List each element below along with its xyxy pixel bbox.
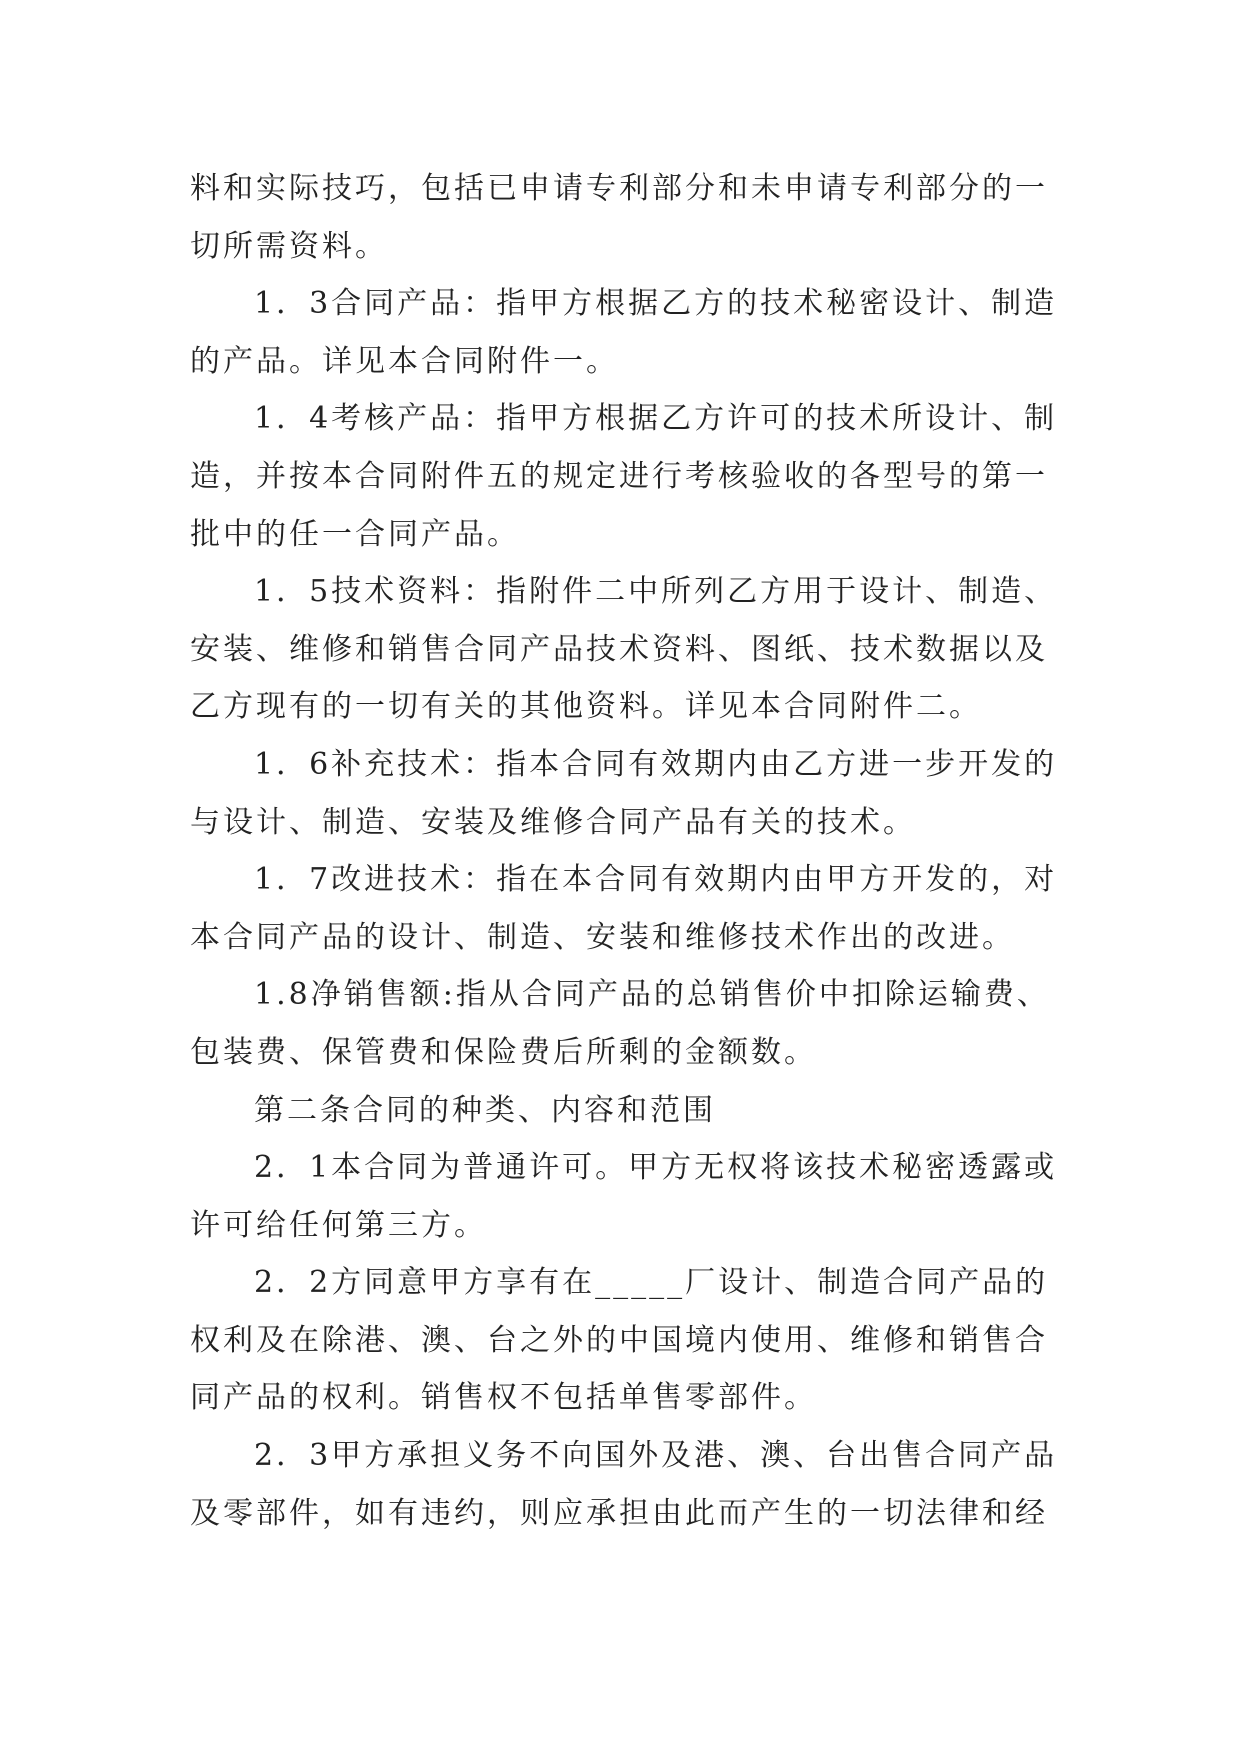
clause-2-1: 2．1本合同为普通许可。甲方无权将该技术秘密透露或许可给任何第三方。 <box>190 1150 1058 1243</box>
document-body <box>190 160 1070 1542</box>
clause-1-3: 1．3合同产品：指甲方根据乙方的技术秘密设计、制造的产品。详见本合同附件一。 <box>190 286 1058 379</box>
clause-2-2: 2．2方同意甲方享有在_____厂设计、制造合同产品的权利及在除港、澳、台之外的中国境内使用、维修和销售合同产品的权利。销售权不包括单售零部件。 <box>190 1265 1049 1416</box>
clause-1-8: 1.8净销售额:指从合同产品的总销售价中扣除运输费、包装费、保管费和保险费后所剩的金额数。 <box>190 977 1050 1070</box>
section-heading-article-2: 第二条合同的种类、内容和范围 <box>254 1092 716 1128</box>
paragraph-continuation: 料和实际技巧，包括已申请专利部分和未申请专利部分的一切所需资料。 <box>190 171 1048 264</box>
clause-1-4: 1．4考核产品：指甲方根据乙方许可的技术所设计、制造，并按本合同附件五的规定进行考核验收的各型号的第一批中的任一合同产品。 <box>190 401 1058 552</box>
clause-1-7: 1．7改进技术：指在本合同有效期内由甲方开发的，对本合同产品的设计、制造、安装和维修技术作出的改进。 <box>190 862 1058 955</box>
clause-1-6: 1．6补充技术：指本合同有效期内由乙方进一步开发的与设计、制造、安装及维修合同产品有关的技术。 <box>190 746 1058 840</box>
clause-1-5: 1．5技术资料：指附件二中所列乙方用于设计、制造、安装、维修和销售合同产品技术资料、图纸、技术数据以及乙方现有的一切有关的其他资料。详见本合同附件二。 <box>190 574 1058 725</box>
clause-2-3: 2．3甲方承担义务不向国外及港、澳、台出售合同产品及零部件，如有违约，则应承担由此而产生的一切法律和经 <box>190 1438 1058 1531</box>
